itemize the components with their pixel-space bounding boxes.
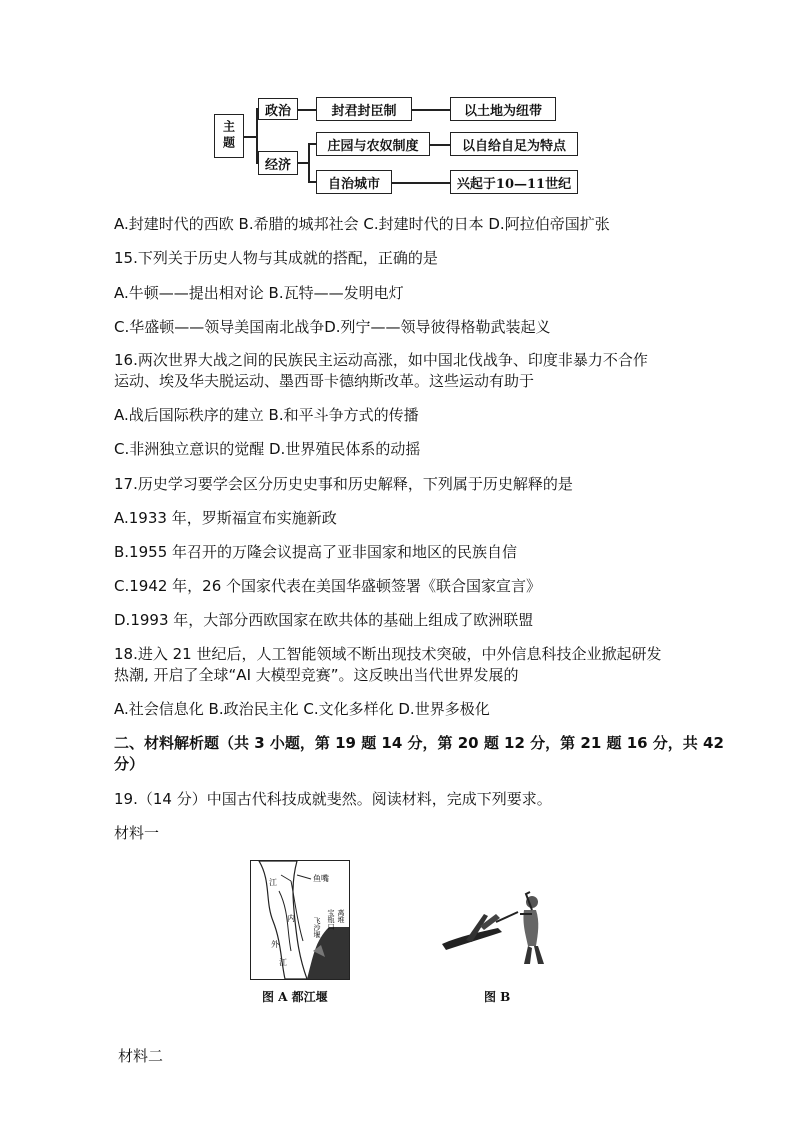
q17-option-d: D.1993 年，大部分西欧国家在欧共体的基础上组成了欧洲联盟 (114, 611, 534, 629)
svg-text:江: 江 (279, 958, 287, 967)
section2-heading-line1: 二、材料解析题（共 3 小题，第 19 题 14 分，第 20 题 12 分，第 21 题 16 分，共 42 (114, 734, 724, 752)
autonomous-city-label: 自治城市 (327, 176, 380, 192)
feudal-system-box (316, 97, 412, 121)
q16-stem-line1: 16.两次世界大战之间的民族民主运动高涨，如中国北伐战争、印度非暴力不合作 (114, 351, 648, 369)
svg-text:江: 江 (269, 878, 277, 887)
q17-option-b: B.1955 年召开的万隆会议提高了亚非国家和地区的民族自信 (114, 543, 518, 561)
plow-illustration (436, 884, 556, 968)
svg-text:外: 外 (271, 940, 279, 949)
diagram-root-label: 主题 (221, 120, 236, 152)
plow-drawing (436, 884, 556, 968)
svg-text:飞沙堰: 飞沙堰 (313, 917, 321, 938)
self-sufficient-box (450, 132, 578, 156)
dujiangyan-map-drawing (251, 861, 349, 979)
economy-label: 经济 (264, 157, 291, 173)
svg-text:鱼嘴: 鱼嘴 (313, 874, 329, 883)
self-sufficient-label: 以自给自足为特点 (461, 138, 566, 154)
material2-label: 材料二 (118, 1047, 164, 1065)
figure-a-caption (262, 988, 328, 1005)
manor-serf-box (316, 132, 430, 156)
land-bond-box (450, 97, 556, 121)
rise-century-box (450, 170, 578, 194)
q16-options-ab: A.战后国际秩序的建立 B.和平斗争方式的传播 (114, 406, 419, 424)
material1-label: 材料一 (114, 824, 160, 842)
feudal-system-label: 封君封臣制 (331, 103, 397, 119)
q18-stem-line1: 18.进入 21 世纪后，人工智能领域不断出现技术突破，中外信息科技企业掀起研发 (114, 645, 662, 663)
dujiangyan-map (250, 860, 350, 980)
q18-options: A.社会信息化 B.政治民主化 C.文化多样化 D.世界多极化 (114, 700, 490, 718)
land-bond-label: 以土地为纽带 (463, 103, 542, 119)
section2-heading-line2: 分） (114, 755, 145, 773)
q18-stem-line2: 热潮, 开启了全球“AI 大模型竞赛”。这反映出当代世界发展的 (114, 666, 519, 684)
q17-option-a: A.1933 年，罗斯福宣布实施新政 (114, 509, 337, 527)
figure-b-caption: 图 B (484, 990, 511, 1004)
structure-diagram (0, 0, 795, 200)
svg-text:离堆: 离堆 (337, 909, 345, 923)
svg-text:内: 内 (287, 914, 295, 923)
economy-branch-box (258, 151, 298, 175)
politics-branch-box (258, 98, 298, 120)
politics-label: 政治 (264, 103, 291, 119)
q17-stem: 17.历史学习要学会区分历史史事和历史解释，下列属于历史解释的是 (114, 475, 573, 493)
q14-options: A.封建时代的西欧 B.希腊的城邦社会 C.封建时代的日本 D.阿拉伯帝国扩张 (114, 215, 610, 233)
q16-options-cd: C.非洲独立意识的觉醒 D.世界殖民体系的动摇 (114, 440, 421, 458)
figure-a-caption-text: 图 A 都江堰 (262, 990, 328, 1004)
q17-option-c: C.1942 年，26 个国家代表在美国华盛顿签署《联合国家宣言》 (114, 577, 542, 595)
q16-stem-line2: 运动、埃及华夫脱运动、墨西哥卡德纳斯改革。这些运动有助于 (114, 372, 535, 390)
autonomous-city-box (316, 170, 392, 194)
svg-text:宝瓶口: 宝瓶口 (327, 909, 335, 930)
q19-stem: 19.（14 分）中国古代科技成就斐然。阅读材料，完成下列要求。 (114, 790, 552, 808)
manor-serf-label: 庄园与农奴制度 (327, 138, 419, 154)
q15-options-cd: C.华盛顿——领导美国南北战争D.列宁——领导彼得格勒武装起义 (114, 318, 551, 336)
rise-century-label: 兴起于10—11世纪 (456, 176, 572, 192)
q15-stem: 15.下列关于历史人物与其成就的搭配，正确的是 (114, 249, 438, 267)
diagram-root-box (214, 114, 244, 158)
q15-options-ab: A.牛顿——提出相对论 B.瓦特——发明电灯 (114, 284, 404, 302)
